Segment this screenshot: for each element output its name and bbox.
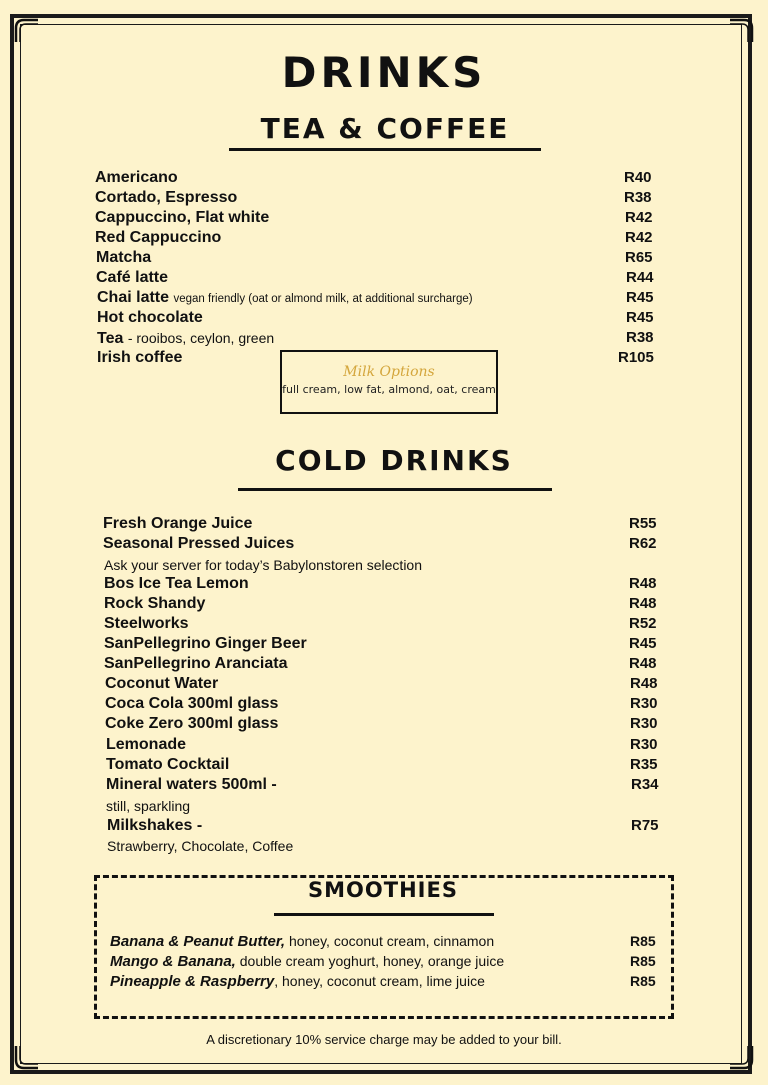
- section-rule: [229, 148, 541, 151]
- menu-item-note: still, sparkling: [106, 798, 191, 814]
- corner-ornament-icon: [14, 1044, 40, 1070]
- menu-item-price: R85: [630, 933, 656, 949]
- menu-item-price: R85: [630, 973, 656, 989]
- menu-item-name: Fresh Orange Juice: [103, 515, 253, 532]
- smoothie-desc: , honey, coconut cream, lime juice: [274, 973, 485, 989]
- menu-item-name: Café latte: [96, 269, 169, 286]
- menu-item-price: R75: [631, 817, 659, 834]
- menu-item-name: Chai latte vegan friendly (oat or almond milk, at additional surcharge): [97, 289, 473, 306]
- menu-item-price: R45: [626, 289, 654, 306]
- menu-item-price: R38: [626, 329, 654, 346]
- section-heading-tea-coffee: TEA & COFFEE: [260, 112, 510, 145]
- menu-item-price: R62: [629, 535, 657, 552]
- menu-item-name: Bos Ice Tea Lemon: [104, 575, 249, 592]
- section-rule: [238, 488, 552, 491]
- section-heading-cold-drinks: COLD DRINKS: [275, 444, 513, 477]
- menu-item-price: R30: [630, 695, 658, 712]
- menu-item-name: SanPellegrino Aranciata: [104, 655, 288, 672]
- menu-item-price: R45: [626, 309, 654, 326]
- menu-item-price: R42: [625, 229, 653, 246]
- menu-item-price: R48: [629, 655, 657, 672]
- smoothie-item: [110, 951, 504, 972]
- menu-item-price: R105: [618, 349, 654, 366]
- smoothie-name: Banana & Peanut Butter,: [110, 933, 286, 950]
- milk-options-text: full cream, low fat, almond, oat, cream: [282, 383, 496, 396]
- menu-item-name: Coke Zero 300ml glass: [105, 715, 279, 732]
- menu-item-name: Red Cappuccino: [95, 229, 222, 246]
- menu-item-name: Lemonade: [106, 736, 187, 753]
- section-heading-smoothies: SMOOTHIES: [308, 878, 458, 902]
- menu-item-price: R48: [629, 575, 657, 592]
- menu-item-note: - rooibos, ceylon, green: [127, 330, 275, 346]
- menu-item-price: R30: [630, 736, 658, 753]
- smoothie-item: [110, 971, 485, 992]
- menu-item-name: Tomato Cocktail: [106, 756, 230, 773]
- menu-item-name: Tea - rooibos, ceylon, green: [97, 330, 275, 347]
- milk-options-box: [280, 350, 498, 414]
- menu-item-name: Irish coffee: [97, 349, 183, 366]
- smoothie-desc: double cream yoghurt, honey, orange juice: [239, 953, 505, 969]
- menu-item-name: Americano: [95, 169, 178, 186]
- service-charge-note: A discretionary 10% service charge may be added to your bill.: [206, 1032, 562, 1047]
- menu-item-name: SanPellegrino Ginger Beer: [104, 635, 307, 652]
- menu-item-name: Seasonal Pressed Juices: [103, 535, 295, 552]
- milk-options-title: Milk Options: [343, 364, 435, 380]
- page-title: DRINKS: [281, 48, 487, 97]
- menu-item-name: Rock Shandy: [104, 595, 206, 612]
- menu-item-price: R40: [624, 169, 652, 186]
- menu-item-name: Hot chocolate: [97, 309, 203, 326]
- section-rule: [274, 913, 494, 916]
- menu-item-price: R85: [630, 953, 656, 969]
- menu-item-price: R55: [629, 515, 657, 532]
- menu-item-note: vegan friendly (oat or almond milk, at additional surcharge): [173, 293, 473, 305]
- menu-item-name: Steelworks: [104, 615, 189, 632]
- smoothie-desc: honey, coconut cream, cinnamon: [288, 933, 495, 949]
- menu-item-price: R45: [629, 635, 657, 652]
- menu-item-price: R30: [630, 715, 658, 732]
- smoothie-item: [110, 931, 494, 952]
- smoothie-name: Pineapple & Raspberry: [110, 973, 275, 990]
- menu-item-price: R48: [629, 595, 657, 612]
- menu-item-name: Matcha: [96, 249, 152, 266]
- menu-item-price: R44: [626, 269, 654, 286]
- smoothie-name: Mango & Banana,: [110, 953, 236, 970]
- menu-item-name: Cappuccino, Flat white: [95, 209, 270, 226]
- menu-item-name: Mineral waters 500ml -: [106, 776, 277, 793]
- menu-item-price: R34: [631, 776, 659, 793]
- menu-item-price: R65: [625, 249, 653, 266]
- menu-item-price: R52: [629, 615, 657, 632]
- corner-ornament-icon: [728, 1044, 754, 1070]
- menu-item-name: Milkshakes -: [107, 817, 203, 834]
- menu-item-price: R35: [630, 756, 658, 773]
- menu-item-note: Strawberry, Chocolate, Coffee: [107, 838, 294, 854]
- corner-ornament-icon: [728, 18, 754, 44]
- menu-item-price: R38: [624, 189, 652, 206]
- menu-item-note: Ask your server for today’s Babylonstoren selection: [104, 557, 423, 573]
- menu-item-name: Cortado, Espresso: [95, 189, 238, 206]
- menu-item-name: Coca Cola 300ml glass: [105, 695, 279, 712]
- menu-item-price: R48: [630, 675, 658, 692]
- corner-ornament-icon: [14, 18, 40, 44]
- menu-item-price: R42: [625, 209, 653, 226]
- menu-item-name: Coconut Water: [105, 675, 219, 692]
